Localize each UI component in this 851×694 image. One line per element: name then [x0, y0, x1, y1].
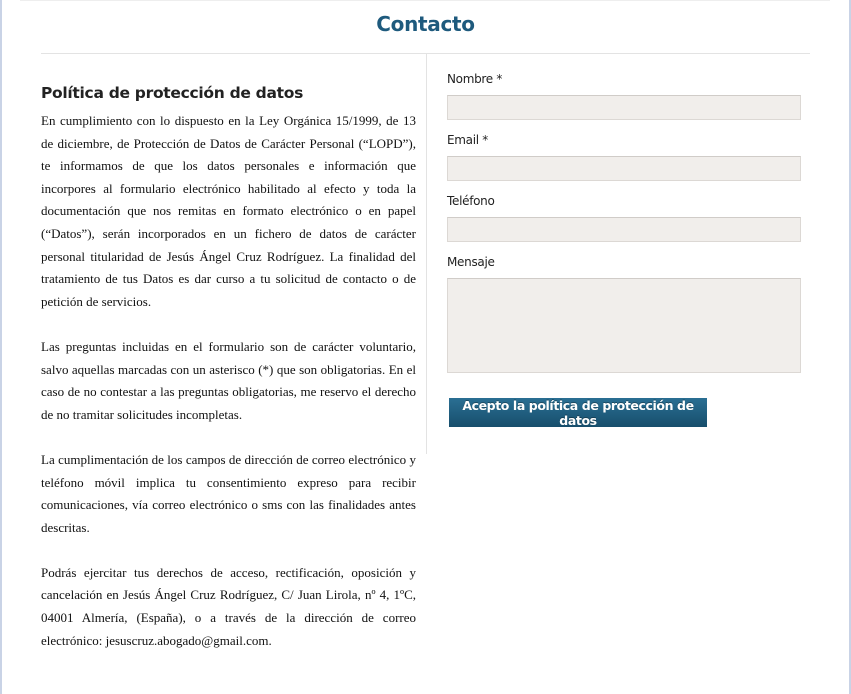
policy-paragraph-4: Podrás ejercitar tus derechos de acceso, rectificación, oposición y cancelación en Jesús Ángel Cruz Rodríguez, C/ Juan Lirola, nº 4, 1ºC, 04001 Almería, (España), o a través de la dirección de correo electrónico: jesuscruz.abogado@gmail.com.	[41, 564, 416, 648]
policy-paragraph-2: Las preguntas incluidas en el formulario son de carácter voluntario, salvo aquellas marcadas con un asterisco (*) que son obligatorias. En el caso de no contestar a las preguntas obligatorias, me reservo el derecho de no tramitar solicitudes incompletas.	[41, 338, 416, 422]
email-input[interactable]	[447, 156, 801, 181]
name-input[interactable]	[447, 95, 801, 120]
message-textarea[interactable]	[447, 278, 801, 373]
name-label: Nombre *	[447, 72, 503, 86]
contact-form	[447, 70, 801, 373]
page-title: Contacto	[376, 12, 475, 36]
phone-label: Teléfono	[447, 194, 495, 208]
policy-paragraph-1: En cumplimiento con lo dispuesto en la Ley Orgánica 15/1999, de 13 de diciembre, de Protección de Datos de Carácter Personal (“LOPD”), te informamos de que los datos personales e información que incorpores al formulario electrónico habilitado al efecto y toda la documentación que nos remitas en formato electrónico o en papel (“Datos”), serán incorporados en un fichero de datos de carácter personal titularidad de Jesús Ángel Cruz Rodríguez. La finalidad del tratamiento de tus Datos es dar curso a tu solicitud de contacto o de petición de servicios.	[41, 113, 416, 309]
column-divider	[426, 54, 427, 454]
phone-input[interactable]	[447, 217, 801, 242]
policy-paragraph-3: La cumplimentación de los campos de dirección de correo electrónico y teléfono móvil implica tu consentimiento expreso para recibir comunicaciones, vía correo electrónico o sms con las finalidades antes descritas.	[41, 451, 416, 535]
email-label: Email *	[447, 133, 489, 147]
privacy-policy-section	[41, 84, 416, 675]
accept-policy-submit-button[interactable]: Acepto la política de protección de datos	[449, 398, 707, 427]
window-left-border	[0, 0, 2, 694]
message-label: Mensaje	[447, 255, 495, 269]
top-divider	[20, 0, 830, 1]
policy-heading: Política de protección de datos	[41, 84, 304, 102]
